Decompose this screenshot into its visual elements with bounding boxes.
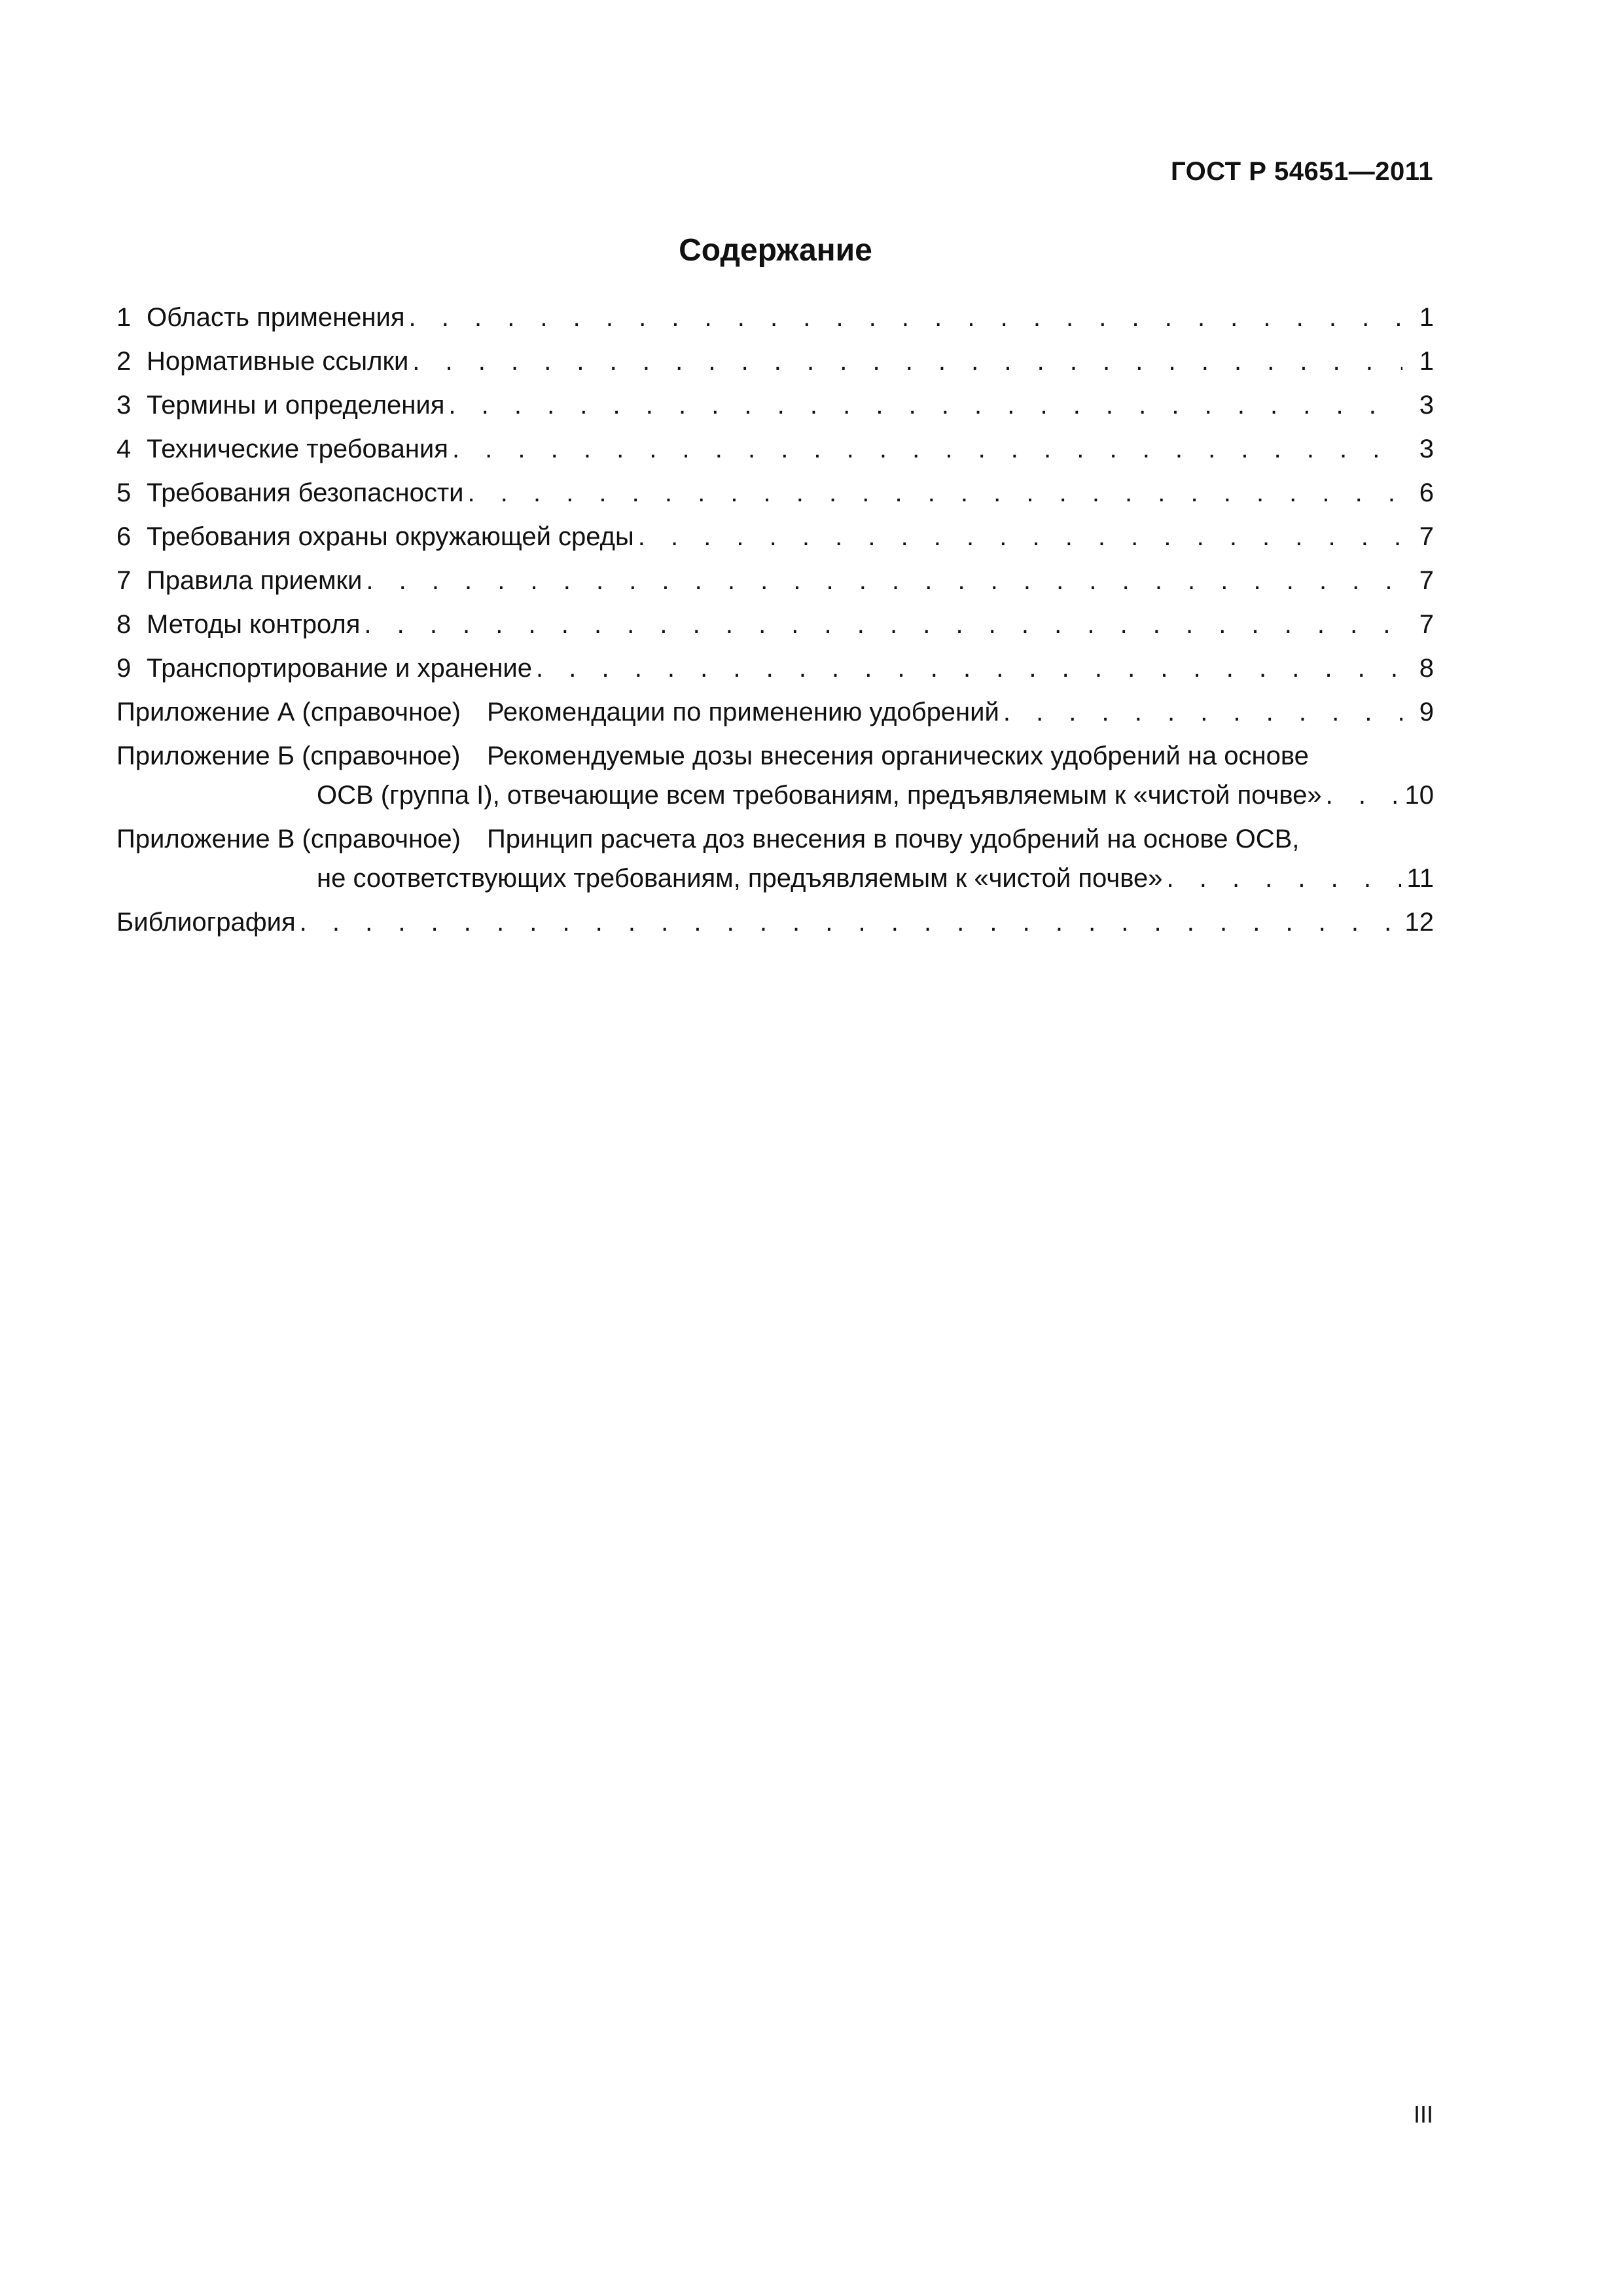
toc-entry-page: 1 [1419,303,1434,332]
dot-leader [448,386,1402,425]
dot-leader [412,342,1402,381]
toc-entry[interactable] [116,649,1434,692]
toc-entry-label: Технические требования [147,435,448,463]
toc-annex-prefix: Приложение В (справочное) [116,825,461,853]
toc-entry[interactable] [116,473,1434,517]
toc-entry-page: 10 [1404,781,1434,810]
toc-annex-title: Рекомендуемые дозы внесения органических удобрений на основе [487,742,1309,770]
dot-leader [638,517,1402,556]
page-number: III [1413,2101,1433,2128]
dot-leader [1326,776,1400,815]
toc-entry-number: 7 [116,566,132,595]
document-code: ГОСТ Р 54651—2011 [1171,157,1433,186]
toc-entry-page: 1 [1419,347,1434,376]
toc-entry-page: 8 [1419,654,1434,683]
toc-entry-number: 1 [116,303,132,332]
toc-title: Содержание [679,233,872,268]
toc-annex-title-continued: не соответствующих требованиям, предъявляемым к «чистой почве» [317,864,1163,893]
toc-entry-number: 4 [116,435,132,463]
table-of-contents [116,298,1434,946]
toc-entry[interactable] [116,605,1434,649]
toc-annex-title: Рекомендации по применению удобрений [487,698,999,726]
dot-leader [366,561,1402,600]
toc-entry[interactable] [116,298,1434,342]
dot-leader [300,903,1400,942]
toc-entry[interactable] [116,561,1434,605]
toc-entry-label: Методы контроля [147,610,361,639]
dot-leader [1003,692,1402,732]
toc-entry-number: 2 [116,347,132,376]
toc-annex-entry[interactable] [116,736,1434,819]
toc-entry-page: 12 [1404,908,1434,937]
toc-entry-page: 9 [1419,698,1434,726]
dot-leader [409,298,1402,337]
toc-entry[interactable] [116,429,1434,473]
toc-annex-prefix: Приложение Б (справочное) [116,742,461,770]
toc-entry-page: 7 [1419,522,1434,551]
toc-entry-page: 6 [1419,478,1434,507]
toc-entry-page: 3 [1419,435,1434,463]
toc-entry[interactable] [116,342,1434,386]
toc-entry-label: Транспортирование и хранение [147,654,533,683]
toc-entry-page: 7 [1419,610,1434,639]
toc-entry[interactable] [116,517,1434,561]
dot-leader [536,649,1402,688]
toc-entry-label: Термины и определения [147,391,445,420]
toc-entry-label: Область применения [147,303,405,332]
dot-leader [468,473,1402,512]
toc-annex-prefix: Приложение А (справочное) [116,698,461,726]
toc-annex-entry[interactable] [116,692,1434,736]
toc-entry-number: 8 [116,610,132,639]
toc-entry-label: Требования охраны окружающей среды [147,522,634,551]
toc-entry-number: 6 [116,522,132,551]
dot-leader [364,605,1402,644]
toc-entry-number: 5 [116,478,132,507]
toc-entry-number: 3 [116,391,132,420]
toc-annex-title-continued: ОСВ (группа I), отвечающие всем требованиям, предъявляемым к «чистой почве» [317,781,1322,810]
toc-entry-label: Правила приемки [147,566,363,595]
toc-entry-label: Библиография [116,908,296,937]
toc-entry-page: 11 [1406,864,1434,893]
dot-leader [1166,859,1401,898]
toc-entry-label: Требования безопасности [147,478,464,507]
toc-entry-label: Нормативные ссылки [147,347,409,376]
toc-annex-title: Принцип расчета доз внесения в почву удобрений на основе ОСВ, [487,825,1300,853]
toc-bibliography-entry[interactable] [116,903,1434,946]
toc-entry-number: 9 [116,654,132,683]
toc-entry[interactable] [116,386,1434,429]
toc-entry-page: 3 [1419,391,1434,420]
toc-entry-page: 7 [1419,566,1434,595]
toc-annex-entry[interactable] [116,819,1434,903]
dot-leader [452,429,1402,469]
